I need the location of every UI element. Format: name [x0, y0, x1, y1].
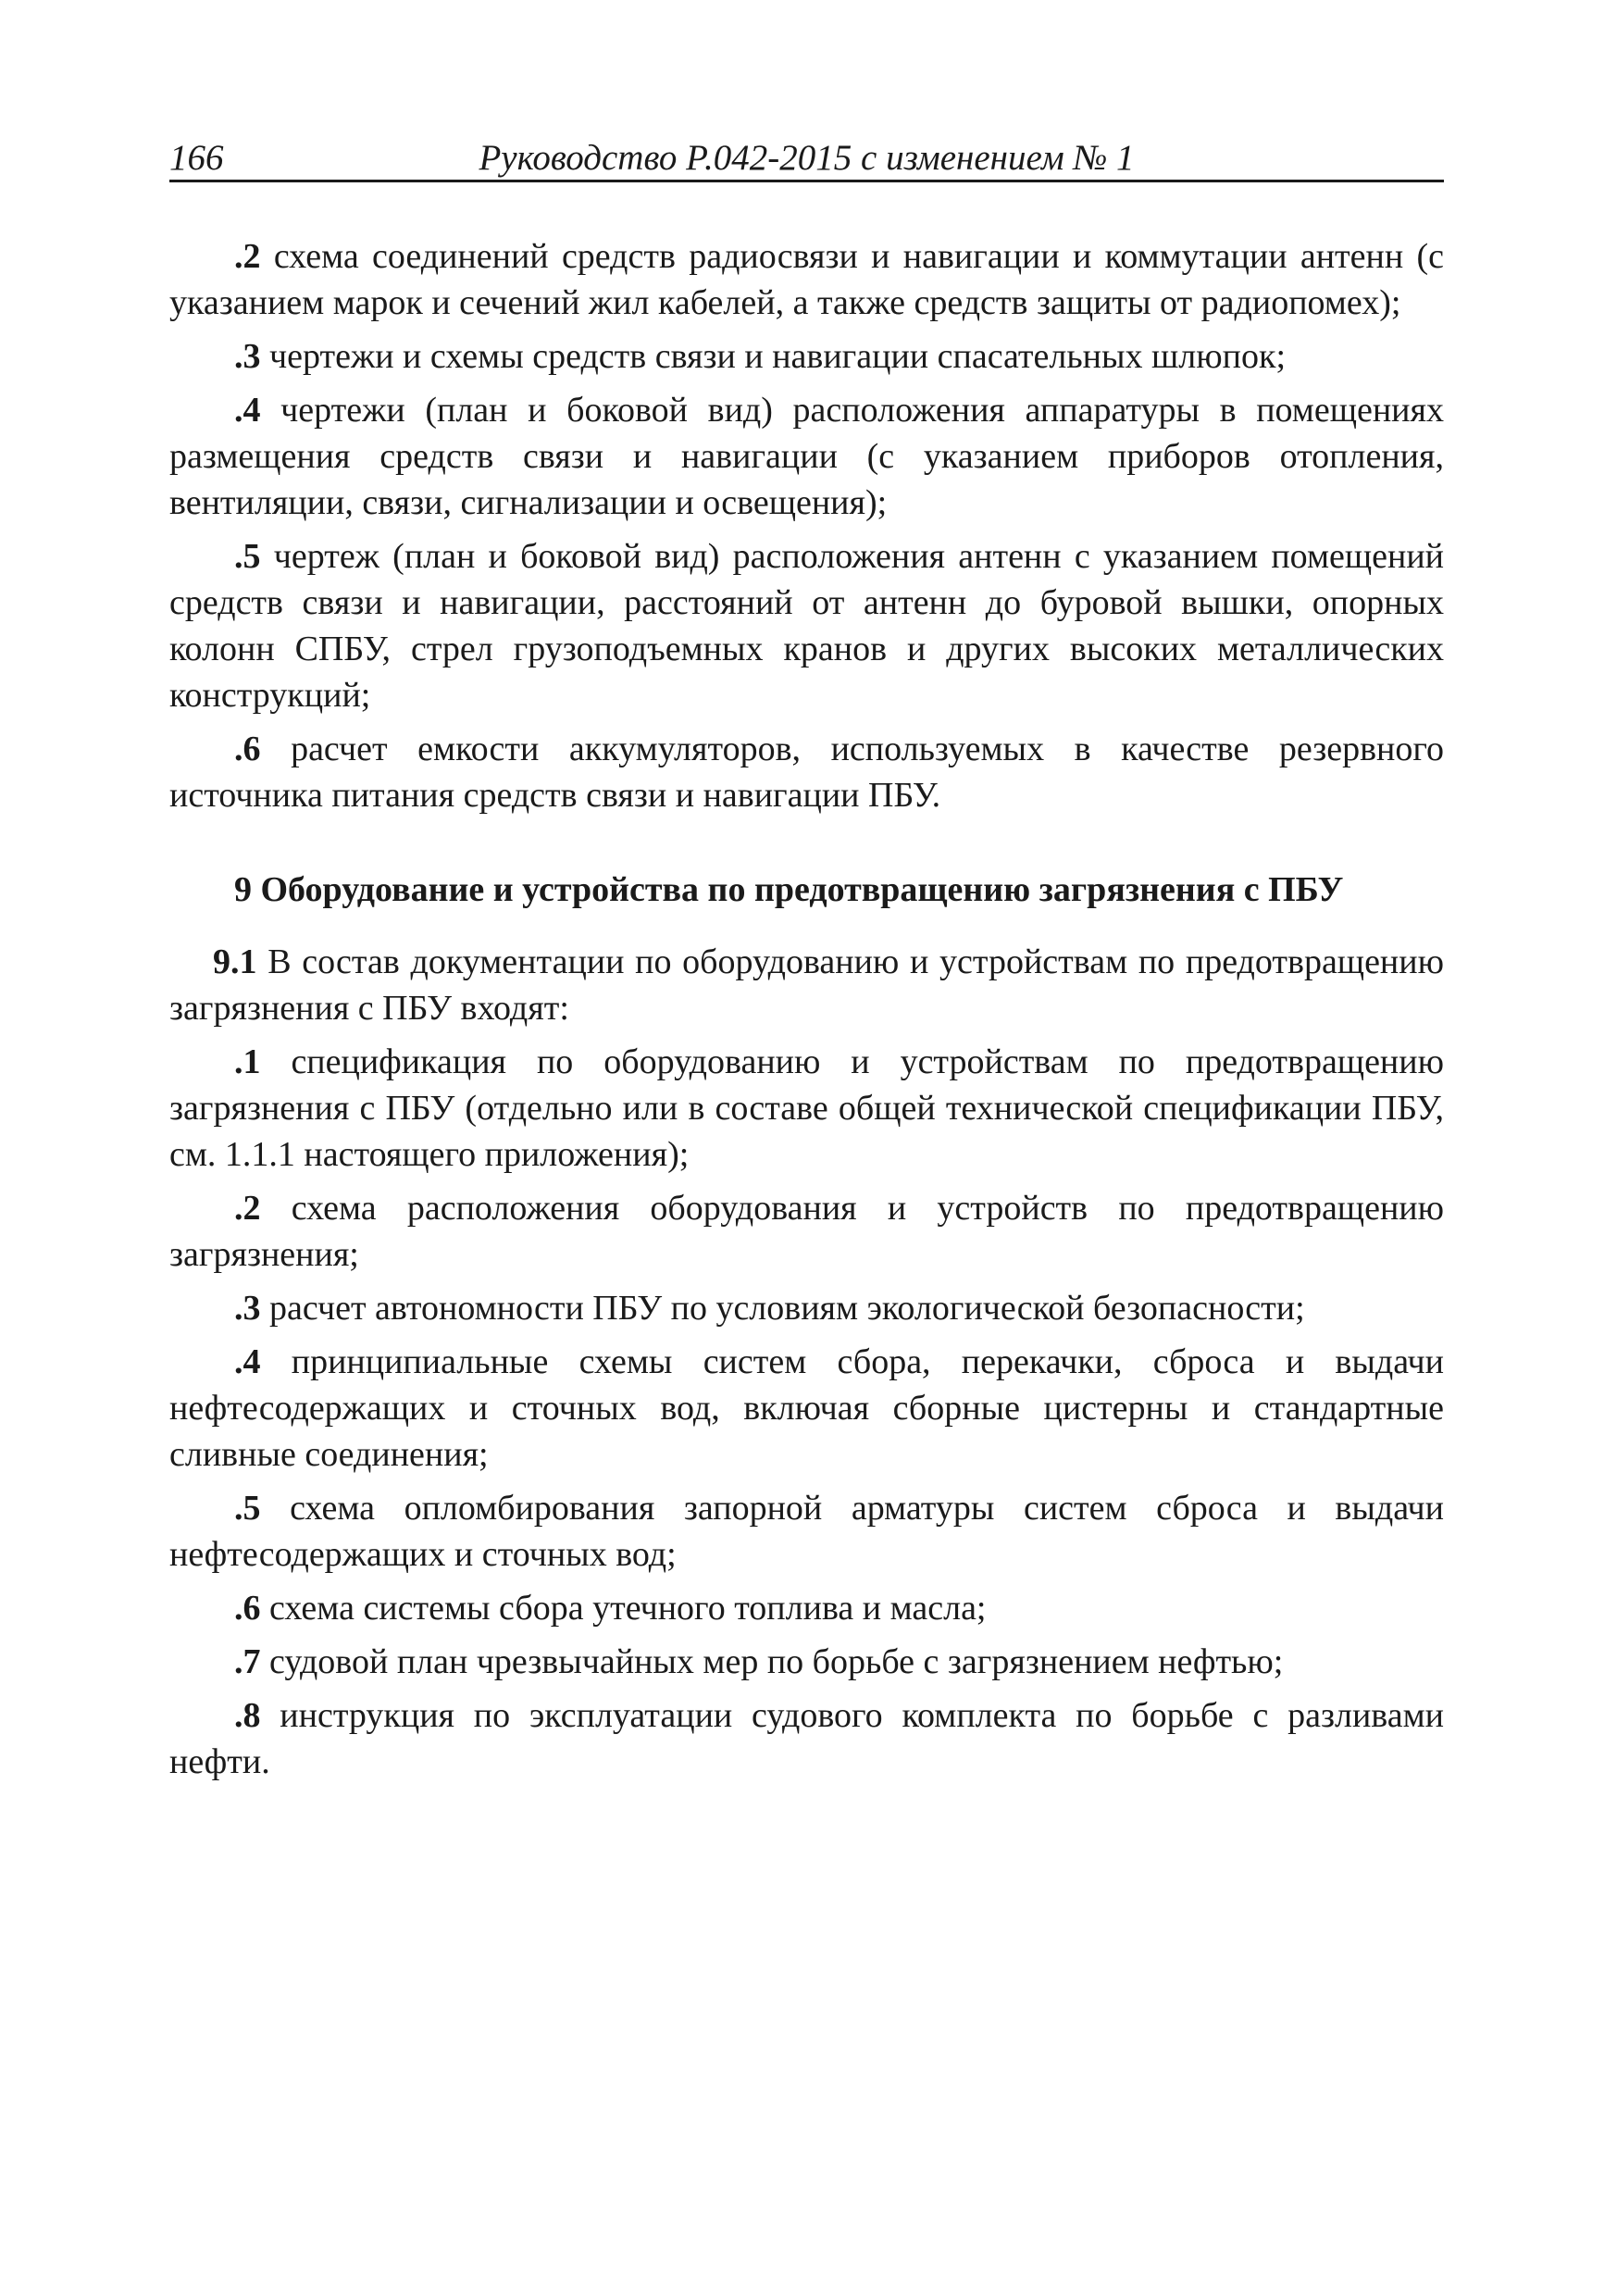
- list-item: [169, 1585, 1444, 1631]
- page-header: [169, 137, 1444, 182]
- item-text: расчет емкости аккумуляторов, используемых в качестве резервного источника питания средств связи и навигации ПБУ.: [169, 730, 1445, 815]
- list-item: [169, 1185, 1444, 1278]
- document-body: [169, 233, 1444, 1792]
- list-item: [169, 1692, 1444, 1785]
- item-number: .2: [234, 1189, 261, 1228]
- list-item: [169, 1485, 1444, 1578]
- intro-text: В состав документации по оборудованию и устройствам по предотвращению загрязнения с ПБУ входят:: [169, 942, 1444, 1028]
- item-text: судовой план чрезвычайных мер по борьбе с загрязнением нефтью;: [269, 1642, 1284, 1681]
- item-number: .4: [234, 391, 261, 430]
- item-number: .1: [234, 1042, 261, 1081]
- item-text: схема опломбирования запорной арматуры систем сброса и выдачи нефтесодержащих и сточных вод;: [169, 1489, 1444, 1574]
- item-number: .6: [234, 1589, 261, 1628]
- item-text: чертеж (план и боковой вид) расположения антенн с указанием помещений средств связи и навигации, расстояний от антенн до буровой вышки, опорных колонн СПБУ, стрел грузоподъемных кранов и других высоких металлических конструкций;: [169, 537, 1445, 715]
- page-number: 166: [169, 138, 224, 178]
- item-text: чертежи (план и боковой вид) расположения аппаратуры в помещениях размещения средств связи и навигации (с указанием приборов отопления, вентиляции, связи, сигнализации и освещения);: [169, 391, 1445, 522]
- running-title: Руководство Р.042-2015 с изменением № 1: [479, 138, 1135, 178]
- item-text: схема системы сбора утечного топлива и масла;: [269, 1589, 987, 1628]
- item-number: .4: [234, 1342, 261, 1381]
- item-text: чертежи и схемы средств связи и навигации спасательных шлюпок;: [269, 337, 1287, 376]
- item-text: расчет автономности ПБУ по условиям экологической безопасности;: [269, 1289, 1305, 1328]
- item-text: схема соединений средств радиосвязи и навигации и коммутации антенн (с указанием марок и сечений жил кабелей, а также средств защиты от радиопомех);: [169, 237, 1445, 322]
- section-heading: 9 Оборудование и устройства по предотвращению загрязнения с ПБУ: [234, 870, 1344, 909]
- list-item: [169, 233, 1444, 326]
- list-item: [169, 726, 1444, 818]
- list-item: [169, 333, 1444, 380]
- list-item: [169, 533, 1444, 718]
- list-item: [169, 1039, 1444, 1178]
- item-number: .7: [234, 1642, 261, 1681]
- item-number: .3: [234, 337, 261, 376]
- intro-paragraph: [169, 939, 1444, 1031]
- item-text: принципиальные схемы систем сбора, перекачки, сброса и выдачи нефтесодержащих и сточных вод, включая сборные цистерны и стандартные сливные соединения;: [169, 1342, 1444, 1474]
- item-text: спецификация по оборудованию и устройствам по предотвращению загрязнения с ПБУ (отдельно или в составе общей технической спецификации ПБУ, см. 1.1.1 настоящего приложения);: [169, 1042, 1444, 1174]
- item-number: .3: [234, 1289, 261, 1328]
- item-number: .2: [234, 237, 261, 276]
- list-item: [169, 1639, 1444, 1685]
- list-item: [169, 1339, 1444, 1478]
- clause-number: 9.1: [213, 942, 257, 981]
- item-number: .5: [234, 1489, 261, 1528]
- item-number: .5: [234, 537, 261, 576]
- item-text: схема расположения оборудования и устройств по предотвращению загрязнения;: [169, 1189, 1444, 1274]
- list-item: [169, 387, 1444, 526]
- list-item: [169, 1285, 1444, 1331]
- item-number: .8: [234, 1696, 261, 1735]
- item-text: инструкция по эксплуатации судового комплекта по борьбе с разливами нефти.: [169, 1696, 1444, 1781]
- item-number: .6: [234, 730, 261, 768]
